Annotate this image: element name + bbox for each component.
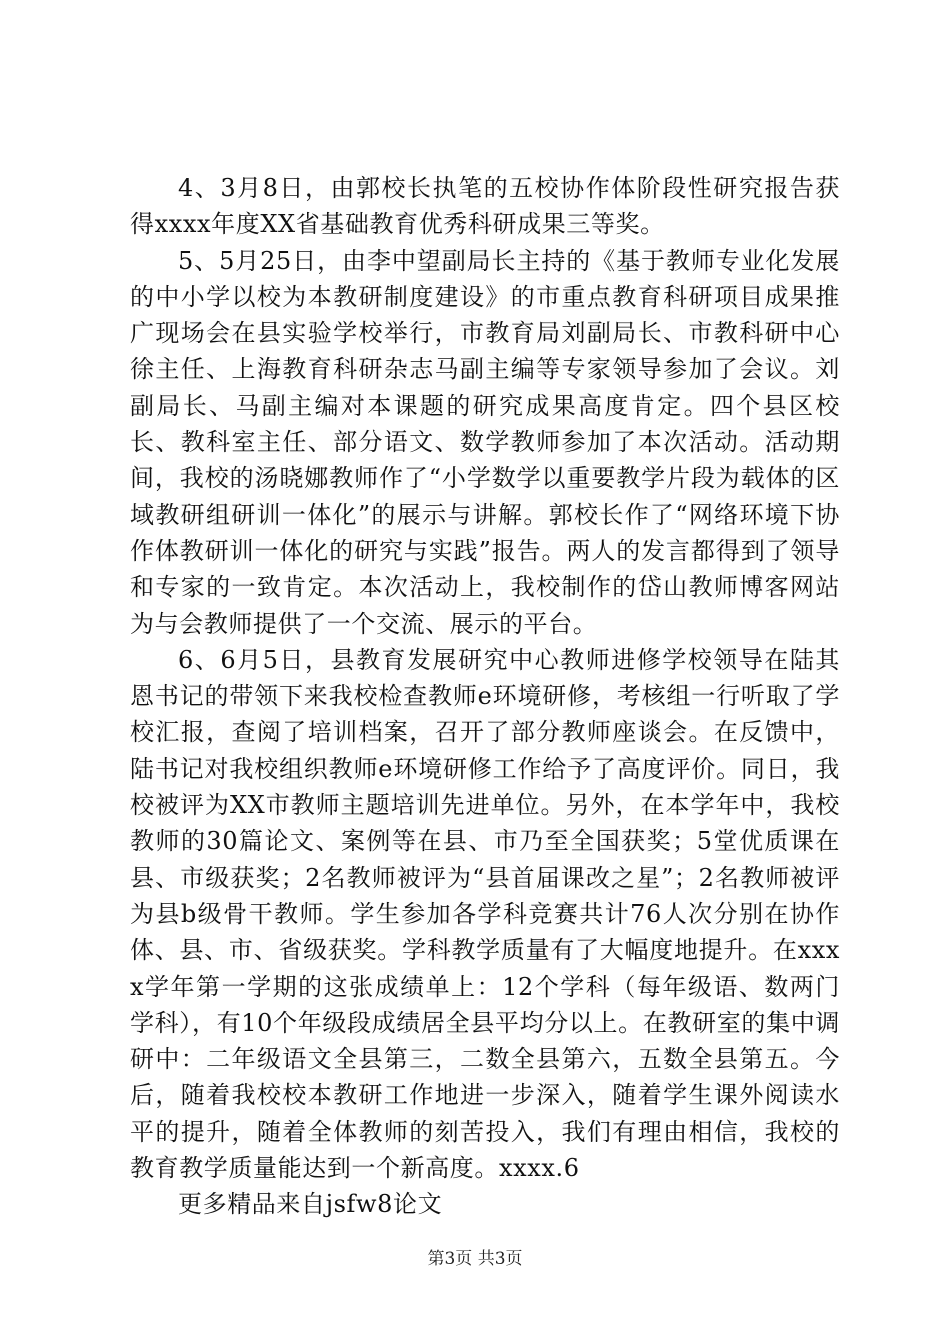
page-number-footer: 第3页 共3页 — [427, 1249, 523, 1269]
paragraph-item-5: 5、5月25日，由李中望副局长主持的《基于教师专业化发展的中小学以校为本教研制度建设》的市重点教育科研项目成果推广现场会在县实验学校举行，市教育局刘副局长、市教科研中心徐主任、上海教育科研杂志马副主编等专家领导参加了会议。刘副局长、马副主编对本课题的研究成果高度肯定。四个县区校长、教科室主任、部分语文、数学教师参加了本次活动。活动期间，我校的汤晓娜教师作了“小学数学以重要教学片段为载体的区域教研组研训一体化”的展示与讲解。郭校长作了“网络环境下协作体教研训一体化的研究与实践”报告。两人的发言都得到了领导和专家的一致肯定。本次活动上，我校制作的岱山教师博客网站为与会教师提供了一个交流、展示的平台。 — [130, 246, 840, 638]
paragraph-item-4: 4、3月8日，由郭校长执笔的五校协作体阶段性研究报告获得xxxx年度XX省基础教育优秀科研成果三等奖。 — [130, 174, 840, 239]
source-note: 更多精品来自jsfw8论文 — [178, 1190, 443, 1219]
document-body — [130, 170, 840, 1223]
paragraph-item-6: 6、6月5日，县教育发展研究中心教师进修学校领导在陆其恩书记的带领下来我校检查教师e环境研修，考核组一行听取了学校汇报，查阅了培训档案，召开了部分教师座谈会。在反馈中，陆书记对我校组织教师e环境研修工作给予了高度评价。同日，我校被评为XX市教师主题培训先进单位。另外，在本学年中，我校教师的30篇论文、案例等在县、市乃至全国获奖；5堂优质课在县、市级获奖；2名教师被评为“县首届课改之星”；2名教师被评为县b级骨干教师。学生参加各学科竞赛共计76人次分别在协作体、县、市、省级获奖。学科教学质量有了大幅度地提升。在xxxx学年第一学期的这张成绩单上：12个学科（每年级语、数两门学科），有10个年级段成绩居全县平均分以上。在教研室的集中调研中：二年级语文全县第三，二数全县第六，五数全县第五。今后，随着我校校本教研工作地进一步深入，随着学生课外阅读水平的提升，随着全体教师的刻苦投入，我们有理由相信，我校的教育教学质量能达到一个新高度。xxxx.6 — [130, 645, 840, 1183]
